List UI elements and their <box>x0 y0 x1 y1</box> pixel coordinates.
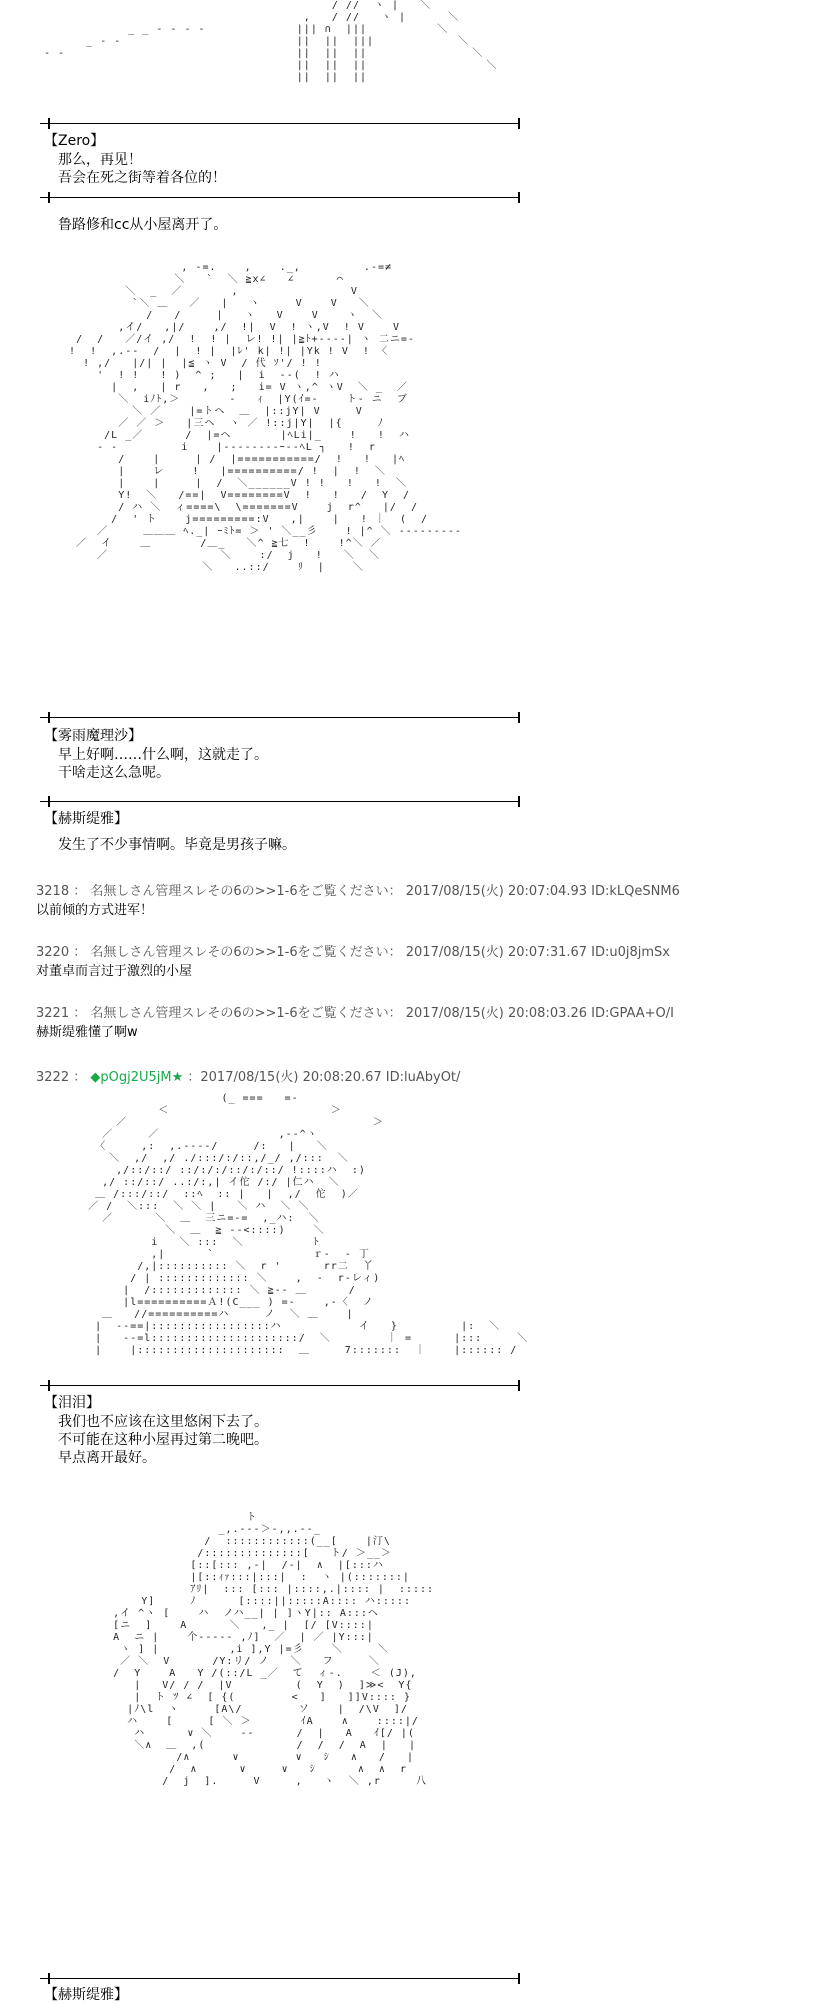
dialogue-line: 早点离开最好。 <box>58 1450 156 1466</box>
post-body: 以前倾的方式进军！ <box>36 903 154 918</box>
separator-line <box>40 801 520 802</box>
post-body: 对董卓而言过于激烈的小屋 <box>36 964 193 979</box>
ascii-art-hestia: ト _,.-‐‐＞-,,.-‐_ / ::::::::::::(__[ |汀\ /::::::::::::::[ ト/ ＞__＞ [::[::: ,-| /-| ∧ |[:::ハ |[::ｨｧ:::|:::| : ヽ |(:::::::| ｱﾘ| ::: [::: |::::,.|:::: | ::::: Y] ﾉ [::::||:::::A:::: ハ::::: ,イ ^ヽ [ ハ ノハ__| | ]ヽY|:: A:::ヘ [ニ ] A ＼ ,_ | [/ [V::::| A ニ | 个‐‐‐‐‐ ,ﾉ] ／ | ／ |Y:::| ヽ ] | ,i ],Y |=彡 ＼ ＼ ／ ＼ V /Y:リ/ ノ ＼ フ ＼ / Y A Y /(::/L _／ て ィ-. ＜ (J), | V/ / / |V ( Y ) ]≫< Y{ | ト ﾂ ∠ [ {( < ] ]]V:::: } |ﾉ\l ヽ [A\/ ソ | /\V ]/ ハ [ [ ＼ ＞ ｲA ∧ ::::|/ ハ ∨ ＼ ‐‐ / | A ｲ[/ |( ＼∧ ＿ ,( / / / A | | /∧ ∨ ∨ ｼ ∧ / | / ∧ ∨ ∨ ｼ ∧ ∧ r / j ]. V , ヽ ＼ ,r 八 <box>113 1512 435 1787</box>
post-number: 3222 ： <box>36 1070 87 1085</box>
speaker-name: 【泪泪】 <box>44 1395 100 1411</box>
dialogue-line: 早上好啊……什么啊，这就走了。 <box>58 747 268 763</box>
dialogue-line: 不可能在这种小屋再过第二晚吧。 <box>58 1432 268 1448</box>
ascii-art-marisa: , -=. , ._, .-=≠ ＼ ` ＼ ≧x∠ ∠ ⌒ ＼ _ ／ , V `＼ ＿ ／ | ヽ V V ＼ / / | ヽ V V ヽ ＼ ,イ/ ,|/ ,/ !| V ! ヽ,V ! V V / / ／/イ ,/ ! ! | レ! !| |≧ﾄ+‐‐‐‐| ヽ 二ニ=‐ ! ! ,.-‐ / | ! | |ﾚ' k| !| |Yk ! V ! 〈 ! ,/ |/| | |≦ ヽ V / 代 ｿ'/ ! ! ' ! ! ! ) ^ ; | i -‐( ! ハ | , | r , ; i= V ヽ,^ ヽV ＼ _ ／ ＼ iﾉﾄ,＞ - ｨ |Y(ｲ=- ト- ニ ブ ＼ ／ |=トヘ ＿ |::jY| V V ／ ／ ＞ |三ヘ ヽ ／ !::j|Y| |{ ﾉ /L _／ / |=ヘ |ﾍLi|_ ! ! ハ ‐ ‐ i |‐‐‐‐‐‐‐‐ｰ-‐ﾍL ┐ ! r / | | / |===========/ ! ! |ﾍ | レ ! |==========/ ! | ! ＼ | | | / ＼______V ! ! ! ! ＼ Y! ＼ /==| V========V ! ! / Y / / ハ ＼ ィ====\ \=======V j r^ |/ / / ' ト j=========:V ,| | ! ｜ ( / ／ ＿＿＿ ﾍ._| ｰﾐﾄ= ＞ ' ＼__彡 ! |^ ＼ ‐‐‐‐‐‐‐‐‐ ／ イ ＿ /＿_ ＼^ ≧七 ! !^＼ ／ ／ ＼ :/ j ! ＼ ＼ ＼ ..::/ ﾘ | ＼ <box>69 262 462 573</box>
separator-line <box>40 197 520 198</box>
separator-line <box>40 1385 520 1386</box>
dialogue-line: 干啥走这么急呢。 <box>58 765 170 781</box>
post-meta: ：2017/08/15(火) 20:08:20.67 ID:luAbyOt/ <box>187 1070 461 1085</box>
speaker-name: 【赫斯缇雅】 <box>44 1987 128 2003</box>
post-header <box>36 1069 460 1086</box>
post-tripcode: ◆pOgj2U5jM★ <box>90 1070 184 1085</box>
dialogue-line: 那么，再见！ <box>58 152 142 168</box>
dialogue-line: 发生了不少事情啊。毕竟是男孩子嘛。 <box>58 837 296 853</box>
speaker-name: 【雾雨魔理沙】 <box>44 728 142 744</box>
separator-line <box>40 123 520 124</box>
separator-line <box>40 1978 520 1979</box>
speaker-name: 【赫斯缇雅】 <box>44 811 128 827</box>
ascii-art-house: / // ヽ | ＼ , / // ヽ | ＼ _ _ ‐ ‐ ‐ ‐ ||| ∩ ||| ＼ _ ‐ ‐ || || ||| ＼ ‐ ‐ || || || ＼ || || || ＼ || || || <box>44 0 498 83</box>
narration-text: 鲁路修和cc从小屋离开了。 <box>58 217 228 233</box>
post-body: 赫斯缇雅懂了啊w <box>36 1025 138 1040</box>
post-header: 3221 ： 名無しさん管理スレその6の>>1-6をご覧ください： 2017/08/15(火) 20:08:03.26 ID:GPAA+O/I <box>36 1006 674 1021</box>
speaker-name: 【Zero】 <box>44 133 105 149</box>
post-header: 3220 ： 名無しさん管理スレその6の>>1-6をご覧ください： 2017/08/15(火) 20:07:31.67 ID:u0j8jmSx <box>36 945 671 960</box>
post-header: 3218 ： 名無しさん管理スレその6の>>1-6をご覧ください： 2017/08/15(火) 20:07:04.93 ID:kLQeSNM6 <box>36 884 680 899</box>
dialogue-line: 我们也不应该在这里悠闲下去了。 <box>58 1414 268 1430</box>
dialogue-line: 吾会在死之街等着各位的！ <box>58 170 226 186</box>
separator-line <box>40 717 520 718</box>
ascii-art-lulu: (_ === =- ＜ ＞ ／ ＞ ／ ／ ,-‐^ヽ 〈 ,: ,.‐‐‐‐/ /: | ＼ ＼ ,/ ,/ ./:::/:/::,/_/ ,/::: ＼ ,/::/::/ ::/:/:/::/:/::/ !::::ハ :) ,/ ::/::/ ..:/:,| イ佗 /:/ |仁ハ ＼ ＿ /:::/::/ ::ﾍ :: | | ,/ 佗 )／ ／ / ＼::: ＼ ＼ | ＼ ハ ＼ ＼ ／ ＼ ＿ 三ニ=‐= ,_ハ: ＼ ＼ ＿ ≧ ‐‐<::::) ＼ i ＼ ::: ＼ ﾄ ,| ` ｒ- ‐ 丁 /,|:::::::::: ＼ r ' rr二 丫 / | ::::::::::::: ＼ , ‐ r‐レィ) | /::::::::::::: ＼ ≧-- ＿ / |l==========Ａ!(C___ ) =- ,-〈 ノ ＿ //==========ハ ノ ＼ ＿ | | ‐‐==|:::::::::::::::::ハ イ } |: ＼ | --=l:::::::::::::::::::::/ ＼ ｜ = |::: ＼ | |::::::::::::::::::::: ＿ 7::::::: ｜ |:::::: / <box>88 1093 529 1356</box>
